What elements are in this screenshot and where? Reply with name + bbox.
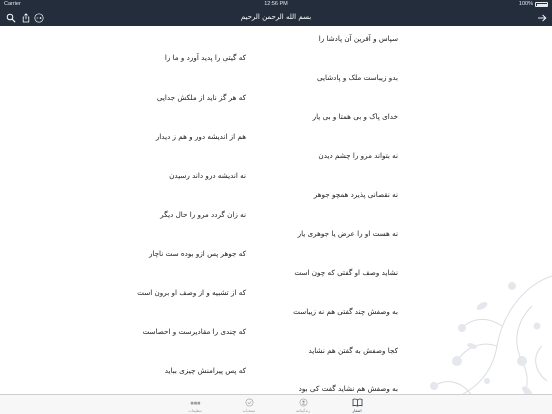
verse-right-3: خدای پاک و بی همتا و بی یار: [312, 112, 398, 121]
verse-left-5: نه زان گردد مرو را حال دیگر: [160, 210, 246, 219]
status-bar: [0, 0, 552, 9]
verse-right-8: به وصفش چند گفتی هم نه زیباست: [293, 307, 398, 316]
verse-right-2: بدو زیباست ملک و پادشایی: [316, 73, 398, 82]
page-title: بسم الله الرحمن الرحيم: [240, 13, 312, 21]
verse-right-4: نه بتواند مرو را چشم دیدن: [318, 151, 398, 160]
status-time: 12:56 PM: [264, 1, 288, 7]
tab-bar: [0, 394, 552, 414]
tab-biography[interactable]: [289, 395, 317, 414]
verse-left-6: که جوهر پس ازو بوده ست ناچار: [148, 249, 246, 258]
verse-left-4: نه اندیشه درو داند رسیدن: [169, 171, 246, 180]
svg-text:■■■: ■■■: [190, 400, 200, 405]
tab-selection[interactable]: [235, 395, 263, 414]
verse-right-10: به وصفش هم نشاید گفت کی بود: [298, 384, 398, 393]
forward-arrow-icon: [537, 13, 547, 23]
tab-label-poems: اشعار: [352, 407, 362, 413]
poem-content[interactable]: [0, 26, 552, 394]
tab-label-biography: زندگینامه: [295, 407, 311, 413]
book-icon: [352, 398, 363, 407]
floral-decoration: [412, 246, 552, 394]
tab-label-selection: منتخبات: [242, 407, 256, 413]
battery-percent: 100%: [518, 1, 533, 7]
verse-right-5: نه نقصانی پذیرد همچو جوهر: [313, 190, 398, 199]
verse-left-7: که از تشبیه و از وصف او برون است: [137, 288, 246, 297]
verse-left-9: که پس پیرامنش چیزی بباید: [164, 366, 246, 375]
selection-icon: [244, 398, 255, 407]
verse-left-2: که هر گز ناید از ملکش جدایی: [156, 93, 246, 102]
tab-label-settings: تنظیمات: [188, 407, 202, 413]
verse-left-1: که گیتی را پدید آورد و ما را: [164, 53, 246, 62]
verse-left-3: هم از اندیشه دور و هم ز دیدار: [155, 132, 246, 141]
battery-status: [519, 0, 548, 9]
biography-icon: [298, 398, 309, 407]
verse-right-9: کجا وصفش به گفتن هم نشاید: [308, 346, 398, 355]
settings-icon: [190, 398, 201, 407]
battery-icon: [535, 2, 548, 7]
verse-left-8: که چندی را مقادیرست و احصاست: [142, 327, 246, 336]
tab-poems[interactable]: [343, 395, 371, 414]
verse-right-1: سپاس و آفرین آن پادشا را: [318, 34, 398, 43]
navigation-bar: [0, 9, 552, 26]
tab-settings[interactable]: [181, 395, 209, 414]
carrier-label: Carrier: [4, 1, 21, 7]
verse-right-6: نه هست او را عرض یا جوهری یار: [297, 229, 398, 238]
verse-right-7: نشاید وصف او گفتی که چون است: [294, 268, 398, 277]
forward-button[interactable]: [535, 11, 548, 24]
